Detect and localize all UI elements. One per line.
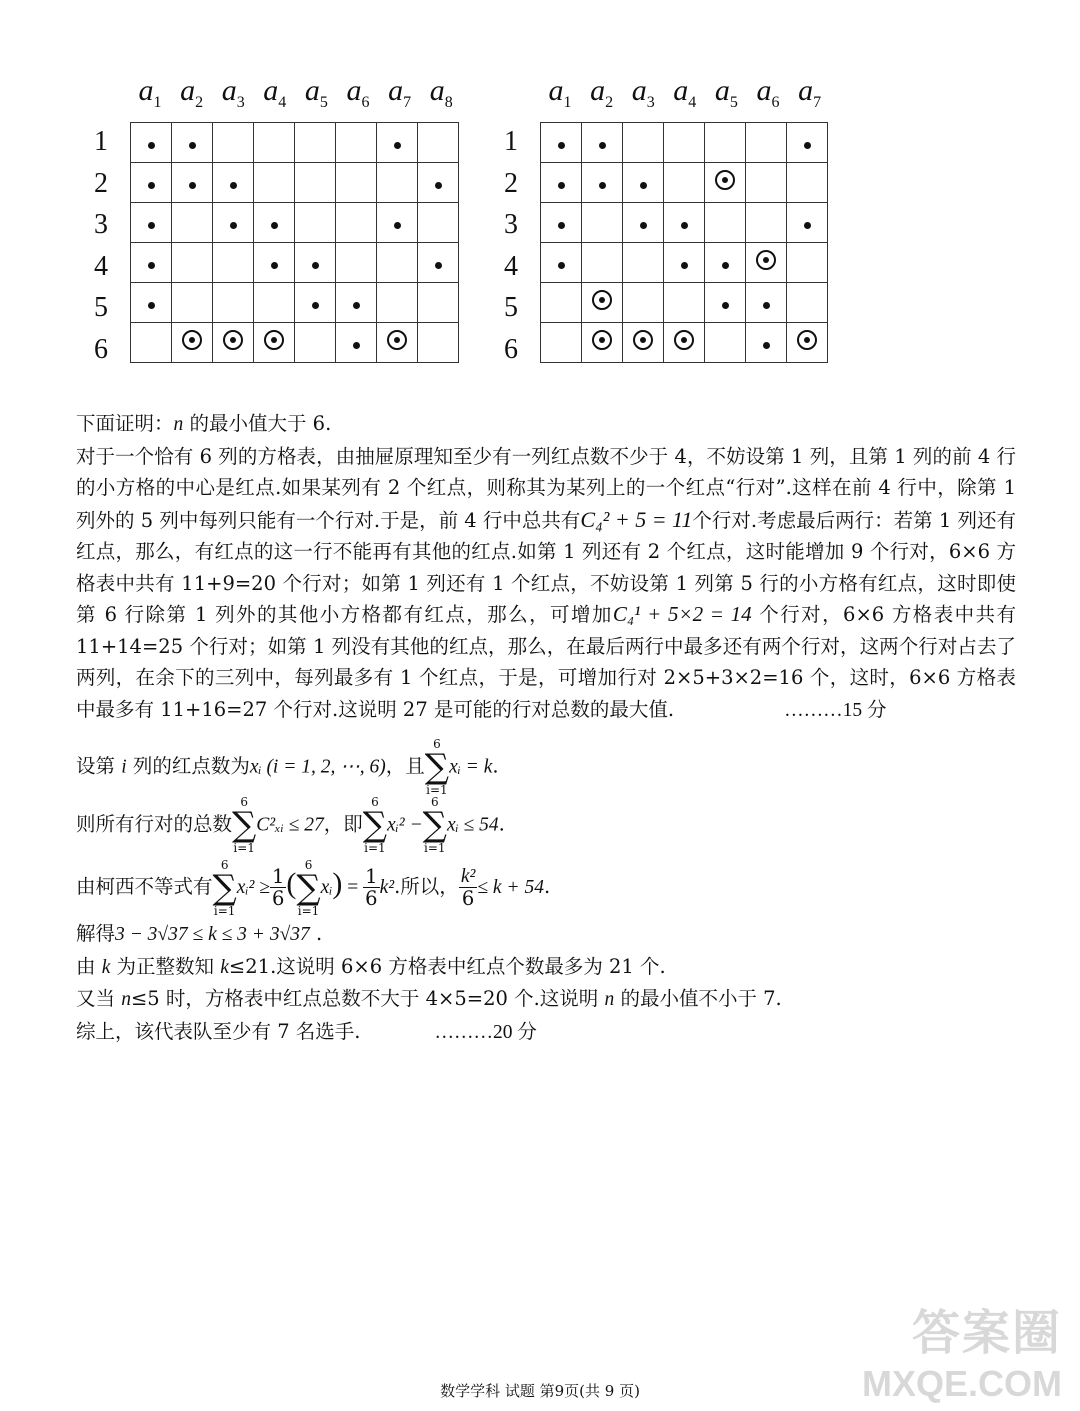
dot-icon xyxy=(722,262,729,269)
paragraph-3: 设第 i 列的红点数为xᵢ (i = 1, 2, ⋯, 6)，且 6 ∑ i=1 xᵢ = k. xyxy=(76,737,499,797)
grid-cell xyxy=(172,163,213,203)
grid-cell xyxy=(787,163,828,203)
dot-icon xyxy=(558,142,565,149)
circled-dot-icon xyxy=(715,170,735,190)
dot-icon xyxy=(353,342,360,349)
grid-cell xyxy=(295,243,336,283)
grid-cell xyxy=(254,163,295,203)
grid-right-table xyxy=(540,122,828,363)
circled-dot-icon xyxy=(674,330,694,350)
grid-cell xyxy=(541,203,582,243)
grid-cell xyxy=(336,283,377,323)
grid-cell xyxy=(213,123,254,163)
grid-cell xyxy=(213,203,254,243)
grid-cell xyxy=(336,123,377,163)
grid-cell xyxy=(582,283,623,323)
column-header-a5: $a_5$ xyxy=(714,74,738,111)
grid-cell xyxy=(746,283,787,323)
grid-cell xyxy=(582,243,623,283)
grid-left-table xyxy=(130,122,459,363)
grid-right xyxy=(504,74,828,365)
grid-cell xyxy=(213,243,254,283)
paragraph-1: 下面证明：n 的最小值大于 6. xyxy=(76,412,332,435)
grid-cell xyxy=(377,203,418,243)
grid-cell xyxy=(377,163,418,203)
column-header-a6: $a_6$ xyxy=(756,74,780,111)
grid-cell xyxy=(418,283,459,323)
proof-text xyxy=(76,408,1016,1048)
row-header-6: 6 xyxy=(504,334,518,365)
grid-cell xyxy=(172,203,213,243)
grid-row xyxy=(131,323,459,363)
column-header-a4: $a_4$ xyxy=(673,74,697,111)
grid-cell xyxy=(131,283,172,323)
column-header-a8: $a_8$ xyxy=(429,74,453,111)
grid-row xyxy=(541,123,828,163)
sum-symbol: 6 ∑ i=1 xyxy=(422,795,447,855)
grid-cell xyxy=(254,123,295,163)
grid-cell xyxy=(664,243,705,283)
circled-dot-icon xyxy=(592,330,612,350)
grid-cell xyxy=(623,323,664,363)
dot-icon xyxy=(804,222,811,229)
grid-cell xyxy=(582,123,623,163)
dot-icon xyxy=(271,222,278,229)
grid-cell xyxy=(131,203,172,243)
row-header-6: 6 xyxy=(94,334,108,365)
grid-cell xyxy=(705,243,746,283)
grid-cell xyxy=(705,323,746,363)
grid-row xyxy=(541,163,828,203)
fraction-k2-6: $\frac{\text{k²}}{6}$ xyxy=(460,865,476,910)
column-header-a3: $a_3$ xyxy=(631,74,655,111)
paragraph-2: 对于一个恰有 6 列的方格表，由抽屉原理知至少有一列红点数不少于 4，不妨设第 1 列，且第 1 列的前 4 行的小方格的中心是红点.如果某列有 2 个红点，则称其为某列上的一个红点“行对”.这样在前 4 行中，除第 1 列外的 5 列中每列只能有一个行对.于是，前 4 行中总共有C₄² + 5 = 11个行对.考虑最后两行：若第 1 列还有红点，那么，有红点的这一行不能再有其他的红点.如第 1 列还有 2 个红点，这时能增加 9 个行对，6×6 方格表中共有 11+9=20 个行对；如第 1 列还有 1 个红点，不妨设第 1 列第 5 行的小方格有红点，这时即使第 6 行除第 1 列外的其他小方格都有红点，那么，可增加C₄¹ + 5×2 = 14 个行对，6×6 方格表中共有 11+14=25 个行对；如第 1 列没有其他的红点，那么，在最后两行中最多还有两个行对，这两个行对占去了两列，在余下的三列中，每列最多有 1 个红点，于是，可增加行对 2×5+3×2=16 个，这时，6×6 方格表中最多有 11+16=27 个行对.这说明 27 是可能的行对总数的最大值. ………15 分 xyxy=(76,444,1016,721)
grid-cell xyxy=(705,203,746,243)
dot-icon xyxy=(394,222,401,229)
grid-cell xyxy=(131,123,172,163)
dot-icon xyxy=(435,262,442,269)
grid-cell xyxy=(664,283,705,323)
dot-icon xyxy=(640,182,647,189)
grid-cell xyxy=(787,283,828,323)
grid-cell xyxy=(582,163,623,203)
fraction-1-6: $\frac{1}{6}$ xyxy=(271,864,285,910)
dot-icon xyxy=(148,142,155,149)
paragraph-7: 由 k 为正整数知 k≤21.这说明 6×6 方格表中红点个数最多为 21 个. xyxy=(76,954,666,978)
circled-dot-icon xyxy=(387,330,407,350)
row-header-5: 5 xyxy=(504,292,518,324)
paragraph-9: 综上，该代表队至少有 7 名选手. ………20 分 xyxy=(76,1019,537,1043)
grid-cell xyxy=(336,203,377,243)
grid-cell xyxy=(787,123,828,163)
column-header-a4: $a_4$ xyxy=(263,74,287,111)
grid-cell xyxy=(295,283,336,323)
grid-cell xyxy=(418,243,459,283)
grid-cell xyxy=(418,323,459,363)
row-header-2: 2 xyxy=(504,167,518,199)
dot-icon xyxy=(271,262,278,269)
dot-icon xyxy=(763,342,770,349)
grid-row xyxy=(541,283,828,323)
dot-icon xyxy=(189,182,196,189)
column-header-a7: $a_7$ xyxy=(388,74,412,111)
grid-cell xyxy=(213,283,254,323)
grid-cell xyxy=(541,323,582,363)
dot-icon xyxy=(804,142,811,149)
grid-cell xyxy=(418,203,459,243)
grid-cell xyxy=(582,203,623,243)
watermark-logo: 答案圈 MXQE.COM xyxy=(861,1307,1062,1404)
grid-cell xyxy=(336,243,377,283)
grid-cell xyxy=(418,123,459,163)
grid-cell xyxy=(541,163,582,203)
row-header-5: 5 xyxy=(94,292,108,324)
grid-cell xyxy=(213,323,254,363)
column-header-a3: $a_3$ xyxy=(221,74,245,111)
grid-row xyxy=(541,323,828,363)
dot-icon xyxy=(558,182,565,189)
circled-dot-icon xyxy=(797,330,817,350)
circled-dot-icon xyxy=(633,330,653,350)
grid-cell xyxy=(664,203,705,243)
dot-icon xyxy=(230,182,237,189)
grid-cell xyxy=(664,323,705,363)
dot-icon xyxy=(230,222,237,229)
grid-cell xyxy=(541,283,582,323)
sum-symbol: 6 ∑ i=1 xyxy=(296,857,321,918)
dot-icon xyxy=(435,182,442,189)
grid-cell xyxy=(336,323,377,363)
dot-icon xyxy=(640,222,647,229)
grid-cell xyxy=(623,243,664,283)
grid-cell xyxy=(787,323,828,363)
grid-cell xyxy=(254,203,295,243)
row-header-1: 1 xyxy=(94,126,108,157)
grid-row xyxy=(131,203,459,243)
grid-left xyxy=(94,74,459,365)
dot-icon xyxy=(312,302,319,309)
row-header-4: 4 xyxy=(94,250,108,282)
dot-icon xyxy=(148,302,155,309)
dot-icon xyxy=(558,222,565,229)
grid-cell xyxy=(623,123,664,163)
sum-symbol: 6 ∑ i=1 xyxy=(362,795,388,855)
grid-cell xyxy=(336,163,377,203)
dot-icon xyxy=(558,262,565,269)
paragraph-5: 由柯西不等式有 6 ∑ i=1 xᵢ² ≥ $\frac{1}{6}$ ( 6 ∑ i=1 xᵢ) = $\frac{1}{6}$ k².所以， $\frac{\text{k²}}{6}$ ≤ k + 54. xyxy=(76,857,551,918)
page-footer: 数学学科 试题 第9页(共 9 页) xyxy=(440,1382,640,1400)
grid-cell xyxy=(541,123,582,163)
grid-cell xyxy=(787,203,828,243)
column-header-a1: $a_1$ xyxy=(548,74,572,111)
dot-icon xyxy=(312,262,319,269)
row-header-3: 3 xyxy=(94,209,108,241)
paragraph-8: 又当 n≤5 时，方格表中红点总数不大于 4×5=20 个.这说明 n 的最小值不小于 7. xyxy=(76,987,782,1010)
grid-cell xyxy=(295,123,336,163)
paragraph-6: 解得3 − 3√37 ≤ k ≤ 3 + 3√37 . xyxy=(76,922,323,945)
dot-icon xyxy=(353,302,360,309)
grid-cell xyxy=(787,243,828,283)
grid-cell xyxy=(664,163,705,203)
column-header-a1: $a_1$ xyxy=(138,74,162,111)
grid-cell xyxy=(377,123,418,163)
circled-dot-icon xyxy=(182,330,202,350)
column-header-a5: $a_5$ xyxy=(304,74,328,111)
circled-dot-icon xyxy=(592,290,612,310)
grid-cell xyxy=(664,123,705,163)
grid-cell xyxy=(705,163,746,203)
row-header-4: 4 xyxy=(504,250,518,282)
dot-icon xyxy=(189,142,196,149)
grid-cell xyxy=(254,323,295,363)
grid-row xyxy=(541,203,828,243)
grid-cell xyxy=(377,323,418,363)
grid-cell xyxy=(254,243,295,283)
grid-cell xyxy=(705,283,746,323)
grid-cell xyxy=(746,323,787,363)
dot-icon xyxy=(148,222,155,229)
grid-cell xyxy=(623,283,664,323)
grid-cell xyxy=(746,243,787,283)
grid-cell xyxy=(377,243,418,283)
grid-cell xyxy=(172,243,213,283)
grid-cell xyxy=(746,163,787,203)
dot-icon xyxy=(681,222,688,229)
circled-dot-icon xyxy=(264,330,284,350)
grid-cell xyxy=(623,163,664,203)
row-header-1: 1 xyxy=(504,126,518,157)
grid-cell xyxy=(172,283,213,323)
dot-icon xyxy=(148,182,155,189)
grid-cell xyxy=(295,203,336,243)
grid-cell xyxy=(131,163,172,203)
dot-icon xyxy=(394,142,401,149)
grid-cell xyxy=(295,163,336,203)
sum-symbol: 6 ∑ i=1 xyxy=(212,857,237,918)
grid-cell xyxy=(746,203,787,243)
column-header-a2: $a_2$ xyxy=(180,74,204,111)
grid-cell xyxy=(131,243,172,283)
dot-icon xyxy=(599,142,606,149)
grid-cell xyxy=(541,243,582,283)
grid-cell xyxy=(623,203,664,243)
grid-row xyxy=(131,163,459,203)
column-header-a6: $a_6$ xyxy=(346,74,370,111)
grid-cell xyxy=(213,163,254,203)
circled-dot-icon xyxy=(756,250,776,270)
dot-icon xyxy=(763,302,770,309)
grid-cell xyxy=(705,123,746,163)
grid-cell xyxy=(377,283,418,323)
row-header-3: 3 xyxy=(504,209,518,241)
sum-symbol: 6 ∑ i=1 xyxy=(232,795,257,855)
dot-icon xyxy=(599,182,606,189)
grid-row xyxy=(541,243,828,283)
grid-cell xyxy=(582,323,623,363)
row-header-2: 2 xyxy=(94,167,108,199)
grid-row xyxy=(131,283,459,323)
dot-icon xyxy=(681,262,688,269)
grid-cell xyxy=(418,163,459,203)
grid-cell xyxy=(254,283,295,323)
column-header-a2: $a_2$ xyxy=(590,74,614,111)
dot-icon xyxy=(722,302,729,309)
grid-cell xyxy=(131,323,172,363)
dot-icon xyxy=(148,262,155,269)
circled-dot-icon xyxy=(223,330,243,350)
grid-row xyxy=(131,123,459,163)
grid-cell xyxy=(172,323,213,363)
grid-row xyxy=(131,243,459,283)
grid-cell xyxy=(172,123,213,163)
paragraph-4: 则所有行对的总数 6 ∑ i=1 C²ₓᵢ ≤ 27，即 6 ∑ i=1 xᵢ² − 6 ∑ i=1 xᵢ ≤ 54. xyxy=(76,795,505,855)
fraction-1-6: $\frac{1}{6}$ xyxy=(365,864,378,910)
grid-cell xyxy=(746,123,787,163)
grid-cell xyxy=(295,323,336,363)
sum-symbol: 6 ∑ i=1 xyxy=(424,737,450,797)
column-header-a7: $a_7$ xyxy=(798,74,822,111)
